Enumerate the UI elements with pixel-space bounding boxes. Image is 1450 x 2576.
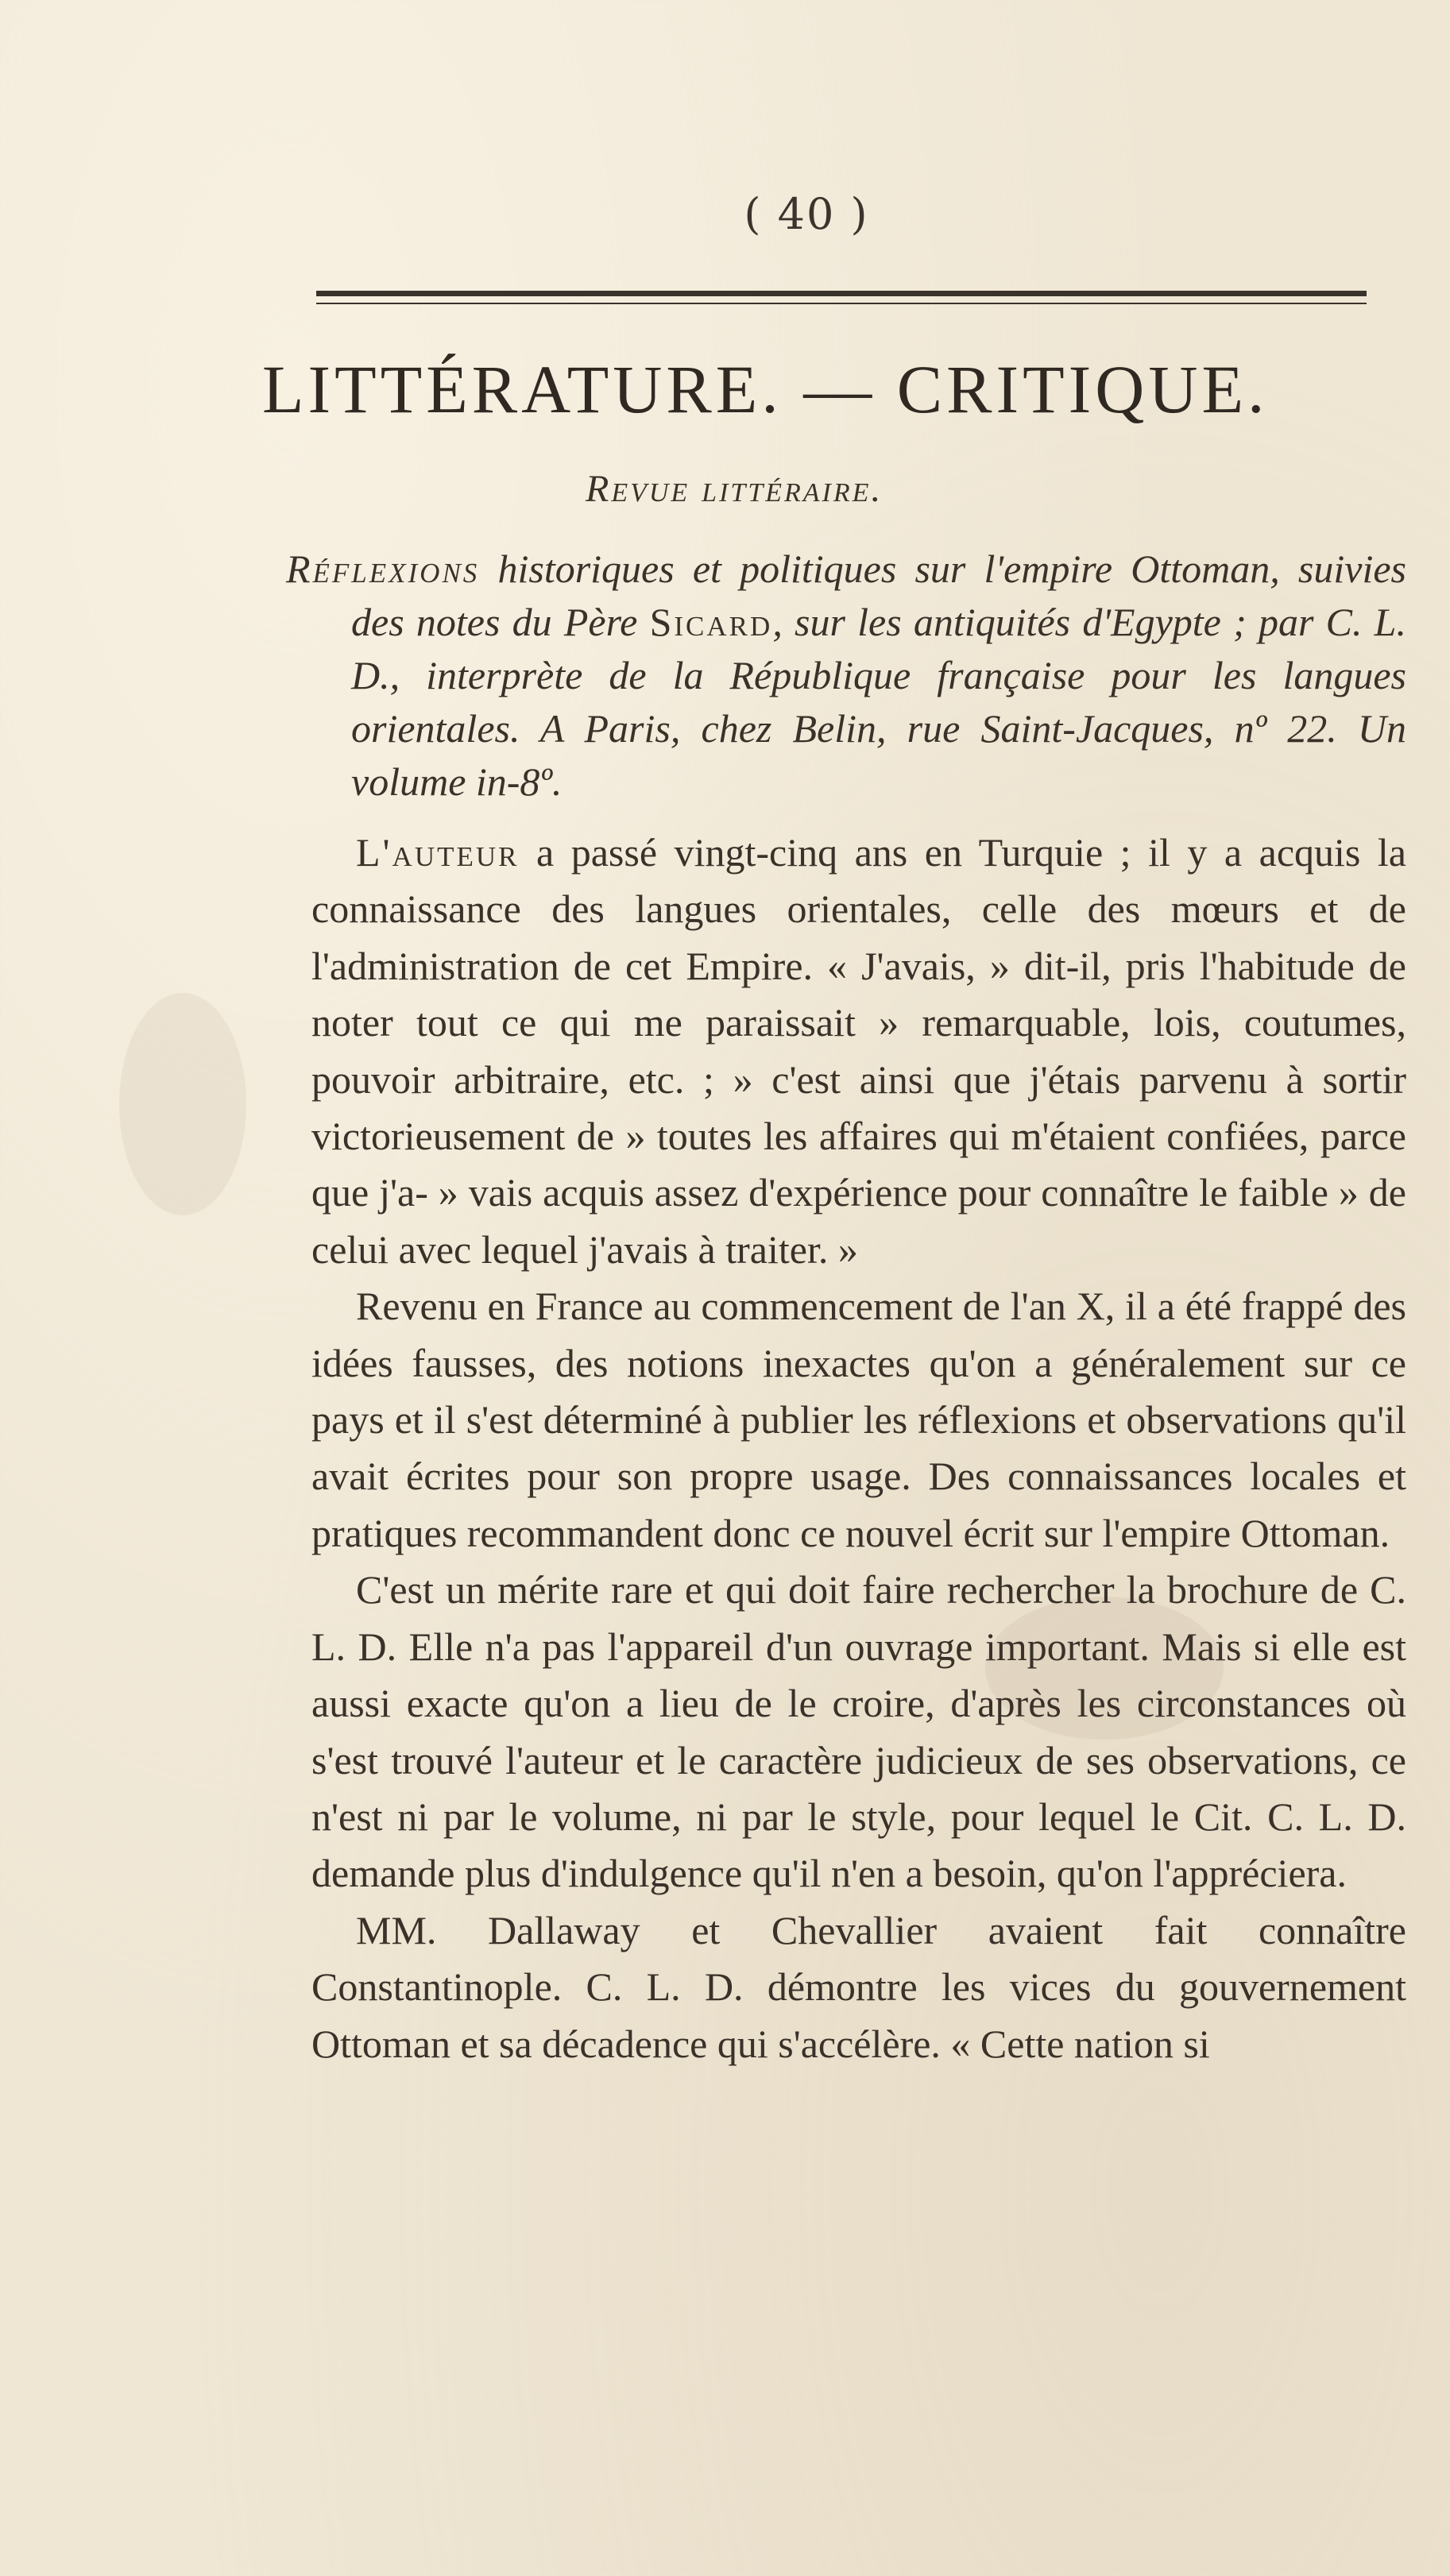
header-rule-thick [316, 291, 1367, 296]
section-title: LITTÉRATURE. — CRITIQUE. [262, 351, 1269, 427]
paragraph-1-text: a passé vingt-cinq ans en Turquie ; il y a acquis la connaissance des langues orientales, celle des mœurs et de l'administration de cet Empire. « J'avais, » dit-il, pris l'habitude de noter tout ce qui me paraissait » remarquable, lois, coutumes, pouvoir arbitraire, etc. ; » c'est ainsi que j'étais parvenu à sortir victorieusement de » toutes les affaires qui m'étaient confiées, parce que j'a- » vais acquis assez d'expérience pour connaître le faible » de celui avec lequel j'avais à traiter. » [311, 830, 1406, 1272]
article-body [311, 825, 1406, 2072]
paragraph-4: MM. Dallaway et Chevallier avaient fait connaître Constantinople. C. L. D. démontre les vices du gouvernement Ottoman et sa décadence qui s'accélère. « Cette nation si [311, 1907, 1406, 2066]
subsection-title: Revue littéraire. [586, 468, 884, 510]
book-reference-text-1: historiques et politiques sur l'empire Ottoman, suivies des notes du Père [351, 546, 1406, 644]
paragraph-3: C'est un mérite rare et qui doit faire rechercher la brochure de C. L. D. Elle n'a pas l'appareil d'un ouvrage important. Mais si elle est aussi exacte qu'on a lieu de le croire, d'après les circonstances où s'est trouvé l'auteur et le caractère judicieux de ses observations, ce n'est ni par le volume, ni par le style, pour lequel le Cit. C. L. D. demande plus d'indulgence qu'il n'en a besoin, qu'on l'appréciera. [311, 1567, 1406, 1896]
book-reference-text-2: , sur les antiquités d'Egypte ; par C. L. D., interprète de la République française pour les langues orientales. A Paris, chez Belin, rue Saint-Jacques, nº 22. Un volume in-8º. [351, 600, 1406, 804]
paragraph-1 [311, 825, 1406, 1278]
paper-stain [119, 993, 246, 1215]
book-reference-lead: Réflexions [286, 546, 480, 591]
page-number: ( 40 ) [744, 189, 869, 239]
paragraph-2: Revenu en France au commencement de l'an X, il a été frappé des idées fausses, des notions inexactes qu'on a généralement sur ce pays et il s'est déterminé à publier les réflexions et observations qu'il avait écrites pour son propre usage. Des connaissances locales et pratiques recommandent donc ce nouvel écrit sur l'empire Ottoman. [311, 1284, 1406, 1555]
book-reference [286, 543, 1406, 809]
paragraph-1-lead: L'auteur [356, 830, 520, 875]
book-reference-author: Sicard [649, 600, 773, 644]
header-rule-thin [316, 303, 1367, 304]
